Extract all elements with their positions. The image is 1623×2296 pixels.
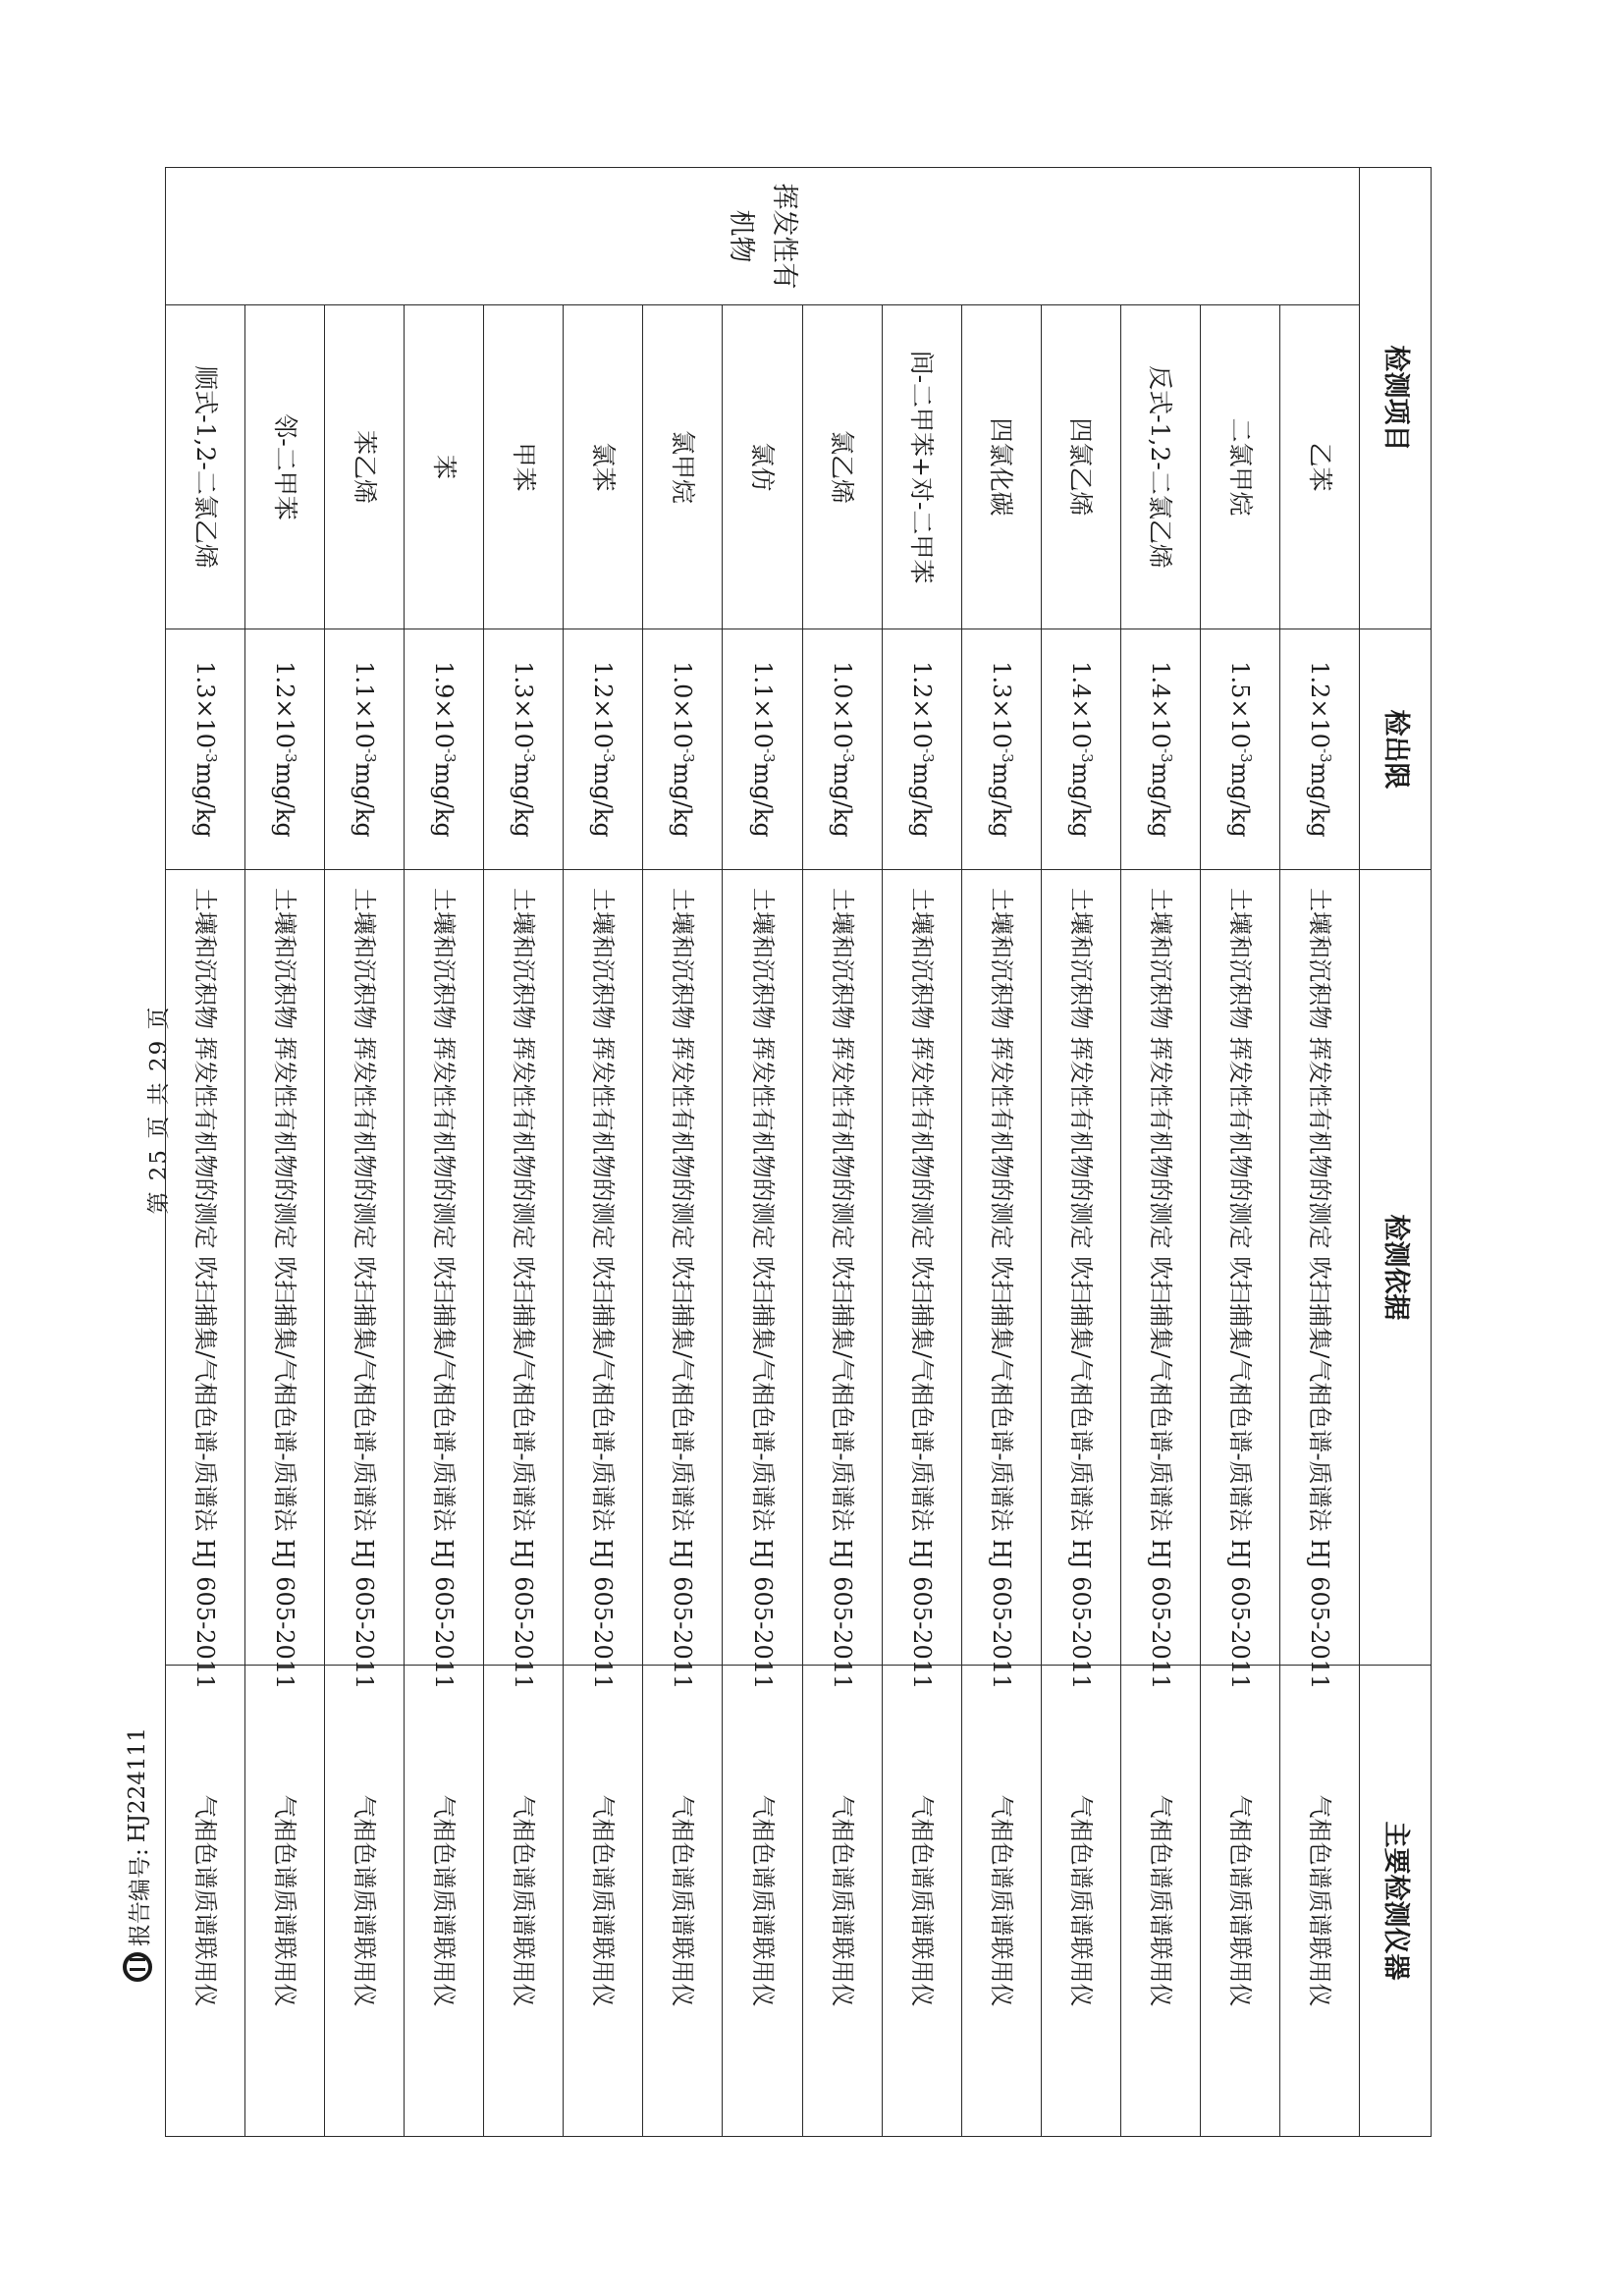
table-row [405,168,484,2137]
limit-cell [961,629,1041,870]
limit-unit: mg/kg [669,762,697,838]
category-cell: 挥发性有机物 [166,168,1360,305]
table-row [882,168,961,2137]
limit-base: 1.2×10 [589,661,618,749]
item-cell: 二氯甲烷 [1200,305,1279,629]
limit-unit: mg/kg [351,762,379,838]
limit-cell [484,629,564,870]
item-cell: 氯乙烯 [802,305,882,629]
limit-cell [405,629,484,870]
header-instrument: 主要检测仪器 [1360,1666,1432,2137]
limit-cell [1200,629,1279,870]
limit-exponent: -3 [998,748,1016,763]
limit-cell [1120,629,1200,870]
limit-base: 1.4×10 [1066,661,1095,749]
item-cell: 反式-1,2-二氯乙烯 [1120,305,1200,629]
table-row [802,168,882,2137]
limit-exponent: -3 [600,748,619,763]
table-body [166,168,1360,2137]
header-method: 检测依据 [1360,870,1432,1666]
limit-cell [325,629,405,870]
method-cell: 土壤和沉积物 挥发性有机物的测定 吹扫捕集/气相色谱-质谱法 HJ 605-2011 [405,870,484,1666]
limit-base: 1.0×10 [828,661,856,749]
table-row [1120,168,1200,2137]
instrument-cell: 气相色谱质谱联用仪 [1200,1666,1279,2137]
limit-unit: mg/kg [828,762,856,838]
limit-unit: mg/kg [987,762,1015,838]
limit-unit: mg/kg [271,762,299,838]
item-cell: 乙苯 [1279,305,1359,629]
item-cell: 氯仿 [723,305,802,629]
table-header-row [1360,168,1432,2137]
limit-exponent: -3 [520,748,539,763]
limit-base: 1.4×10 [1146,661,1174,749]
test-method-table-container [165,167,1432,2136]
table-row [961,168,1041,2137]
instrument-cell: 气相色谱质谱联用仪 [484,1666,564,2137]
header-item: 检测项目 [1360,168,1432,629]
company-logo-icon [123,1952,152,1982]
table-row [564,168,643,2137]
test-method-table [165,167,1432,2137]
item-cell: 苯乙烯 [325,305,405,629]
method-cell: 土壤和沉积物 挥发性有机物的测定 吹扫捕集/气相色谱-质谱法 HJ 605-2011 [1041,870,1120,1666]
instrument-cell: 气相色谱质谱联用仪 [405,1666,484,2137]
instrument-cell: 气相色谱质谱联用仪 [245,1666,325,2137]
instrument-cell: 气相色谱质谱联用仪 [961,1666,1041,2137]
limit-exponent: -3 [1157,748,1175,763]
limit-exponent: -3 [202,748,221,763]
item-cell: 氯甲烷 [643,305,723,629]
report-number-header [116,1687,159,1982]
item-cell: 邻-二甲苯 [245,305,325,629]
limit-exponent: -3 [441,748,460,763]
limit-exponent: -3 [839,748,857,763]
limit-cell [166,629,245,870]
limit-exponent: -3 [1316,748,1334,763]
limit-unit: mg/kg [1225,762,1254,838]
limit-base: 1.9×10 [430,661,459,749]
limit-unit: mg/kg [1066,762,1095,838]
limit-unit: mg/kg [748,762,777,838]
table-row [325,168,405,2137]
method-cell: 土壤和沉积物 挥发性有机物的测定 吹扫捕集/气相色谱-质谱法 HJ 605-2011 [723,870,802,1666]
table-row [1041,168,1120,2137]
method-cell: 土壤和沉积物 挥发性有机物的测定 吹扫捕集/气相色谱-质谱法 HJ 605-2011 [166,870,245,1666]
table-row [723,168,802,2137]
method-cell: 土壤和沉积物 挥发性有机物的测定 吹扫捕集/气相色谱-质谱法 HJ 605-2011 [1200,870,1279,1666]
limit-base: 1.2×10 [1305,661,1333,749]
limit-exponent: -3 [361,748,380,763]
limit-base: 1.2×10 [907,661,936,749]
instrument-cell: 气相色谱质谱联用仪 [1120,1666,1200,2137]
limit-unit: mg/kg [191,762,220,838]
method-cell: 土壤和沉积物 挥发性有机物的测定 吹扫捕集/气相色谱-质谱法 HJ 605-2011 [1279,870,1359,1666]
instrument-cell: 气相色谱质谱联用仪 [564,1666,643,2137]
method-cell: 土壤和沉积物 挥发性有机物的测定 吹扫捕集/气相色谱-质谱法 HJ 605-2011 [564,870,643,1666]
method-cell: 土壤和沉积物 挥发性有机物的测定 吹扫捕集/气相色谱-质谱法 HJ 605-2011 [484,870,564,1666]
limit-cell [802,629,882,870]
item-cell: 苯 [405,305,484,629]
instrument-cell: 气相色谱质谱联用仪 [1041,1666,1120,2137]
table-row [643,168,723,2137]
limit-unit: mg/kg [510,762,538,838]
instrument-cell: 气相色谱质谱联用仪 [802,1666,882,2137]
table-row [1200,168,1279,2137]
method-cell: 土壤和沉积物 挥发性有机物的测定 吹扫捕集/气相色谱-质谱法 HJ 605-2011 [961,870,1041,1666]
method-cell: 土壤和沉积物 挥发性有机物的测定 吹扫捕集/气相色谱-质谱法 HJ 605-2011 [643,870,723,1666]
item-cell: 四氯乙烯 [1041,305,1120,629]
instrument-cell: 气相色谱质谱联用仪 [723,1666,802,2137]
limit-cell [1279,629,1359,870]
method-cell: 土壤和沉积物 挥发性有机物的测定 吹扫捕集/气相色谱-质谱法 HJ 605-2011 [802,870,882,1666]
limit-base: 1.3×10 [987,661,1015,749]
limit-exponent: -3 [918,748,937,763]
limit-base: 1.3×10 [191,661,220,749]
instrument-cell: 气相色谱质谱联用仪 [166,1666,245,2137]
limit-exponent: -3 [679,748,698,763]
limit-base: 1.0×10 [669,661,697,749]
limit-base: 1.2×10 [271,661,299,749]
table-row [1279,168,1359,2137]
limit-exponent: -3 [282,748,300,763]
instrument-cell: 气相色谱质谱联用仪 [1279,1666,1359,2137]
method-cell: 土壤和沉积物 挥发性有机物的测定 吹扫捕集/气相色谱-质谱法 HJ 605-2011 [245,870,325,1666]
item-cell: 四氯化碳 [961,305,1041,629]
limit-exponent: -3 [1077,748,1096,763]
limit-cell [245,629,325,870]
limit-unit: mg/kg [1146,762,1174,838]
limit-unit: mg/kg [430,762,459,838]
limit-cell [882,629,961,870]
method-cell: 土壤和沉积物 挥发性有机物的测定 吹扫捕集/气相色谱-质谱法 HJ 605-2011 [325,870,405,1666]
report-number-value: HJ224111 [125,1727,150,1843]
limit-cell [1041,629,1120,870]
table-row [166,168,245,2137]
limit-cell [723,629,802,870]
limit-unit: mg/kg [589,762,618,838]
limit-base: 1.1×10 [351,661,379,749]
limit-cell [643,629,723,870]
method-cell: 土壤和沉积物 挥发性有机物的测定 吹扫捕集/气相色谱-质谱法 HJ 605-2011 [882,870,961,1666]
limit-exponent: -3 [1236,748,1255,763]
page-number: 第 25 页 共 29 页 [145,1005,172,1215]
item-cell: 甲苯 [484,305,564,629]
table-row [245,168,325,2137]
header-limit: 检出限 [1360,629,1432,870]
item-cell: 顺式-1,2-二氯乙烯 [166,305,245,629]
table-row [484,168,564,2137]
method-cell: 土壤和沉积物 挥发性有机物的测定 吹扫捕集/气相色谱-质谱法 HJ 605-2011 [1120,870,1200,1666]
limit-exponent: -3 [759,748,778,763]
instrument-cell: 气相色谱质谱联用仪 [882,1666,961,2137]
limit-unit: mg/kg [1305,762,1333,838]
item-cell: 间-二甲苯+对-二甲苯 [882,305,961,629]
instrument-cell: 气相色谱质谱联用仪 [643,1666,723,2137]
report-number-label: 报告编号: [127,1848,153,1946]
limit-base: 1.1×10 [748,661,777,749]
instrument-cell: 气相色谱质谱联用仪 [325,1666,405,2137]
limit-base: 1.3×10 [510,661,538,749]
limit-base: 1.5×10 [1225,661,1254,749]
item-cell: 氯苯 [564,305,643,629]
limit-unit: mg/kg [907,762,936,838]
limit-cell [564,629,643,870]
